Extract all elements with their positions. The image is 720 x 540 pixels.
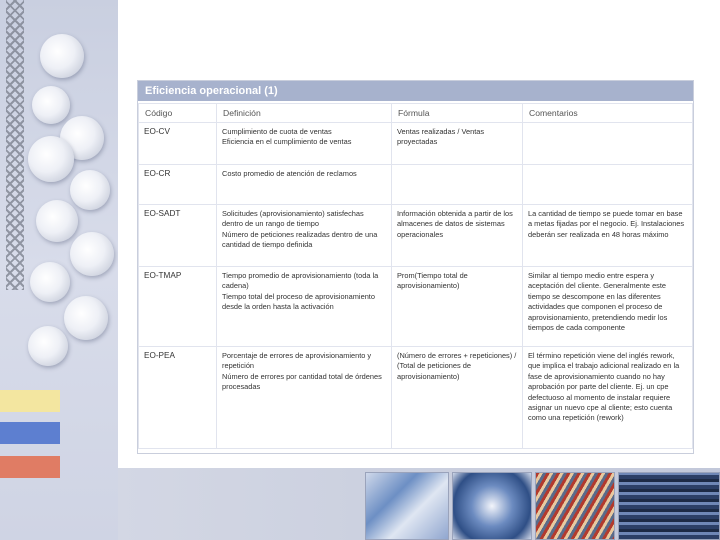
cell-comments: La cantidad de tiempo se puede tomar en base a metas fijadas por el negocio. Ej. Instalaciones deberán ser realizada en 48 horas máximo — [523, 205, 693, 267]
cell-definition — [217, 347, 392, 449]
header-comentarios: Comentarios — [523, 104, 693, 123]
satellite-dish-image — [70, 170, 110, 210]
table-row — [139, 347, 693, 449]
cell-definition — [217, 123, 392, 165]
slide-title: Eficiencia operacional (1) — [138, 81, 693, 103]
definition-line: Tiempo total del proceso de aprovisionamiento desde la orden hasta la activación — [222, 291, 375, 312]
cell-code: EO-CR — [139, 165, 217, 205]
cell-formula: Ventas realizadas / Ventas proyectadas — [392, 123, 523, 165]
cell-code: EO-SADT — [139, 205, 217, 267]
definition-line: Número de errores por cantidad total de órdenes procesadas — [222, 371, 382, 392]
table-row — [139, 205, 693, 267]
cell-comments: El término repetición viene del inglés rework, que implica el trabajo adicional realizado en la fase de aprovisionamiento cuando no hay aprobación por parte del cliente. Ej. un cpe defectuoso al momento de instalar requiere asignar un nuevo cpe al cliente; esto cuenta como una repetición (rework) — [523, 347, 693, 449]
cell-formula: Prom(Tiempo total de aprovisionamiento) — [392, 267, 523, 347]
header-codigo: Código — [139, 104, 217, 123]
satellite-dish-image — [36, 200, 78, 242]
definition-line: Número de peticiones realizadas dentro de una cantidad de tiempo definida — [222, 229, 378, 250]
color-band-blue — [0, 422, 60, 444]
satellite-dish-image — [70, 232, 114, 276]
cell-formula: (Número de errores + repeticiones) / (Total de peticiones de aprovisionamiento) — [392, 347, 523, 449]
cell-code: EO-PEA — [139, 347, 217, 449]
cell-comments — [523, 123, 693, 165]
cell-formula: Información obtenida a partir de los almacenes de datos de sistemas operacionales — [392, 205, 523, 267]
table-row — [139, 165, 693, 205]
server-rack-image — [618, 472, 720, 540]
cell-definition — [217, 267, 392, 347]
color-band-red — [0, 456, 60, 478]
cell-definition — [217, 165, 392, 205]
cell-code: EO-TMAP — [139, 267, 217, 347]
cables-image — [535, 472, 615, 540]
fiber-optic-image — [365, 472, 449, 540]
decorative-side-panel — [0, 0, 118, 540]
satellite-dish-image — [28, 326, 68, 366]
cell-code: EO-CV — [139, 123, 217, 165]
satellite-dish-image — [32, 86, 70, 124]
table-row — [139, 123, 693, 165]
table-row — [139, 267, 693, 347]
definition-line: Porcentaje de errores de aprovisionamiento y repetición — [222, 351, 372, 371]
table-header-row — [139, 104, 693, 123]
color-band-yellow — [0, 390, 60, 412]
definition-line: Cumplimiento de cuota de ventas — [222, 127, 332, 136]
satellite-dish-image — [28, 136, 74, 182]
definition-line: Solicitudes (aprovisionamiento) satisfechas dentro de un rango de tiempo — [222, 209, 364, 229]
slide-panel — [137, 80, 694, 454]
definition-line: Costo promedio de atención de reclamos — [222, 169, 357, 178]
cell-comments — [523, 165, 693, 205]
cell-formula — [392, 165, 523, 205]
cell-comments: Similar al tiempo medio entre espera y aceptación del cliente. Generalmente este tiempo se descompone en las diferentes actividades que componen el proceso de aprovisionamiento, pretendiendo medir los tiempos de cada componente — [523, 267, 693, 347]
satellite-dish-image — [64, 296, 108, 340]
header-definicion: Definición — [217, 104, 392, 123]
cell-definition — [217, 205, 392, 267]
globe-network-image — [452, 472, 532, 540]
definition-line: Tiempo promedio de aprovisionamiento (toda la cadena) — [222, 271, 379, 291]
satellite-dish-image — [30, 262, 70, 302]
definition-line: Eficiencia en el cumplimiento de ventas — [222, 137, 352, 147]
antenna-tower-image — [6, 0, 24, 290]
satellite-dish-image — [40, 34, 84, 78]
header-formula: Fórmula — [392, 104, 523, 123]
kpi-table — [138, 103, 693, 449]
